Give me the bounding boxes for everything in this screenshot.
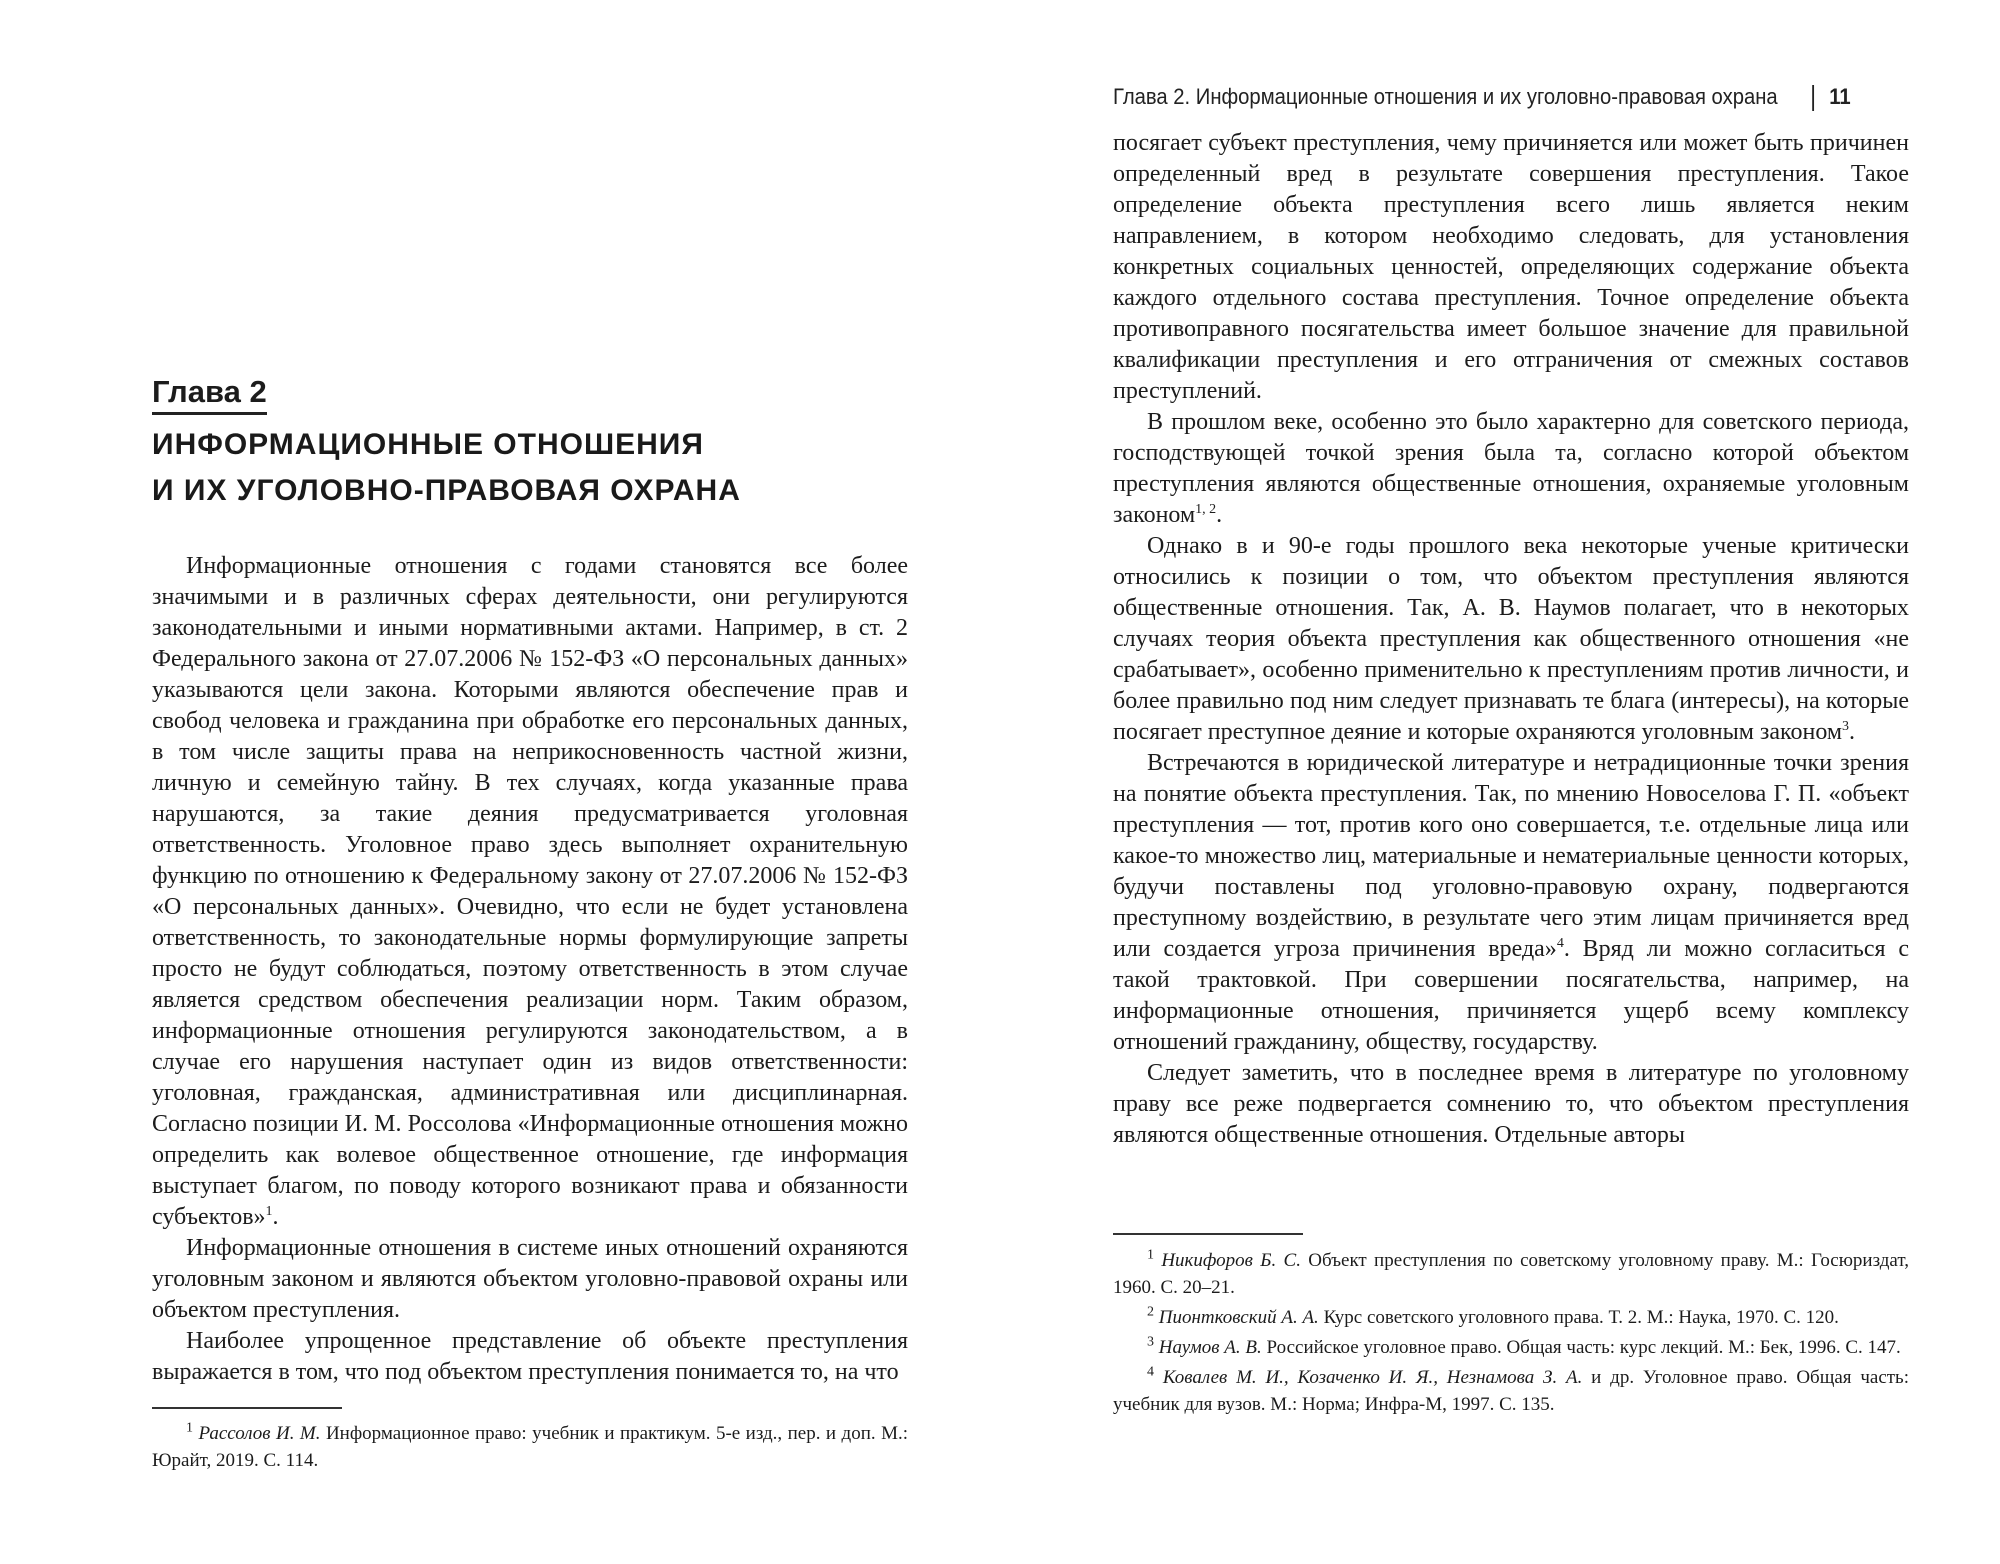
paragraph: В прошлом веке, особенно это было характерно для советского периода, господствующей точкой зрения была та, согласно которой объектом преступления являются общественные отношения, охраняемые уголовным законом$^{1, 2}$. bbox=[1113, 409, 1909, 528]
paragraph: Встречаются в юридической литературе и нетрадиционные точки зрения на понятие объекта преступления. Так, по мнению Новоселова Г. П. «объект преступления — тот, против кого оно совершается, т.е. отдельные лица или какое-то множество лиц, материальные и нематериальные ценности которых, будучи поставлены под уголовно-правовую охрану, подвергаются преступному воздействию, в результате чего этим лицам причиняется вред или создается угроза причинения вреда»$^4$. Вряд ли можно согласиться с такой трактовкой. При совершении посягательства, например, на информационные отношения, причиняется ущерб всему комплексу отношений гражданину, обществу, государству. bbox=[1113, 750, 1909, 1055]
footnote: $^1$ Никифоров Б. С. Объект преступления по советскому уголовному праву. М.: Госюриздат, 1960. С. 20–21. bbox=[1113, 1247, 1909, 1298]
footnote: $^1$ Рассолов И. М. Информационное право: учебник и практикум. 5-е изд., пер. и доп. М.: Юрайт, 2019. С. 114. bbox=[152, 1420, 909, 1471]
page-number: 11 bbox=[1829, 84, 1851, 109]
paragraph: Однако в и 90-е годы прошлого века некоторые ученые критически относились к позиции о том, что объектом преступления являются общественные отношения. Так, А. В. Наумов полагает, что в некоторых случаях теория объекта преступления как общественного отношения «не срабатывает», особенно применительно к преступлениям против личности, и более правильно под ним следует признавать те блага (интересы), на которые посягает преступное деяние и которые охраняются уголовным законом$^3$. bbox=[1113, 533, 1909, 745]
footnote: $^4$ Ковалев М. И., Козаченко И. Я., Незнамова З. А. и др. Уголовное право. Общая часть: учебник для вузов. М.: Норма; Инфра-М, 1997. С. 135. bbox=[1113, 1364, 1909, 1415]
right-body-text bbox=[1113, 128, 1909, 1151]
chapter-title bbox=[152, 422, 912, 514]
paragraph: Следует заметить, что в последнее время в литературе по уголовному праву все реже подвергается сомнению то, что объектом преступления являются общественные отношения. Отдельные авторы bbox=[1113, 1060, 1909, 1148]
footnote: $^2$ Пионтковский А. А. Курс советского уголовного права. Т. 2. М.: Наука, 1970. С. 120. bbox=[1147, 1304, 1839, 1328]
paragraph: Наиболее упрощенное представление об объекте преступления выражается в том, что под объектом преступления понимается то, на что bbox=[152, 1328, 908, 1385]
footnote-ref: 3 bbox=[1842, 719, 1850, 734]
paragraph: Информационные отношения с годами становятся все более значимыми и в различных сферах деятельности, они регулируются законодательными и иными нормативными актами. Например, в ст. 2 Федерального закона от 27.07.2006 № 152-ФЗ «О персональных данных» указываются цели закона. Которыми являются обеспечение прав и свобод человека и гражданина при обработке его персональных данных, в том числе защиты права на неприкосновенность частной жизни, личную и семейную тайну. В тех случаях, когда указанные права нарушаются, за такие деяния предусматривается уголовная ответственность. Уголовное право здесь выполняет охранительную функцию по отношению к Федеральному закону от 27.07.2006 № 152-ФЗ «О персональных данных». Очевидно, что если не будет установлена ответственность, то законодательные нормы формулирующие запреты просто не будут соблюдаться, поэтому ответственность в этом случае является средством обеспечения реализации норм. Таким образом, информационные отношения регулируются законодательством, а в случае его нарушения наступает один из видов ответственности: уголовная, гражданская, административная или дисциплинарная. Согласно позиции И. М. Россолова «Информационные отношения можно определить как волевое общественное отношение, где информация выступает благом, по поводу которого возникают права и обязанности субъектов»$^1$. bbox=[152, 553, 908, 1230]
footnote-ref: 1 bbox=[265, 1204, 273, 1219]
header-divider bbox=[1813, 85, 1815, 111]
paragraph: посягает субъект преступления, чему причиняется или может быть причинен определенный вред в результате совершения преступления. Такое определение объекта преступления всего лишь является неким направлением, в котором необходимо следовать, для установления конкретных социальных ценностей, определяющих содержание объекта каждого отдельного состава преступления. Точное определение объекта противоправного посягательства имеет большое значение для правильной квалификации преступления и его отграничения от смежных составов преступлений. bbox=[1113, 130, 1909, 404]
footnote-ref: 4 bbox=[1556, 936, 1564, 951]
chapter-title-line-2: И ИХ УГОЛОВНО-ПРАВОВАЯ ОХРАНА bbox=[152, 474, 741, 507]
chapter-title-line-1: ИНФОРМАЦИОННЫЕ ОТНОШЕНИЯ bbox=[152, 428, 704, 461]
left-body-text bbox=[152, 551, 908, 1388]
footnote-divider bbox=[152, 1407, 342, 1409]
running-header bbox=[1113, 84, 1851, 111]
paragraph: Информационные отношения в системе иных отношений охраняются уголовным законом и являются объектом уголовно-правовой охраны или объектом преступления. bbox=[152, 1235, 908, 1323]
left-footnotes bbox=[152, 1420, 908, 1477]
footnote-ref: 1, 2 bbox=[1195, 502, 1217, 517]
footnote: $^3$ Наумов А. В. Российское уголовное право. Общая часть: курс лекций. М.: Бек, 1996. С. 147. bbox=[1147, 1334, 1901, 1358]
right-footnotes bbox=[1113, 1247, 1909, 1421]
running-title: Глава 2. Информационные отношения и их уголовно-правовая охрана bbox=[1113, 84, 1778, 109]
footnote-divider bbox=[1113, 1233, 1303, 1235]
chapter-label: Глава 2 bbox=[152, 374, 267, 415]
